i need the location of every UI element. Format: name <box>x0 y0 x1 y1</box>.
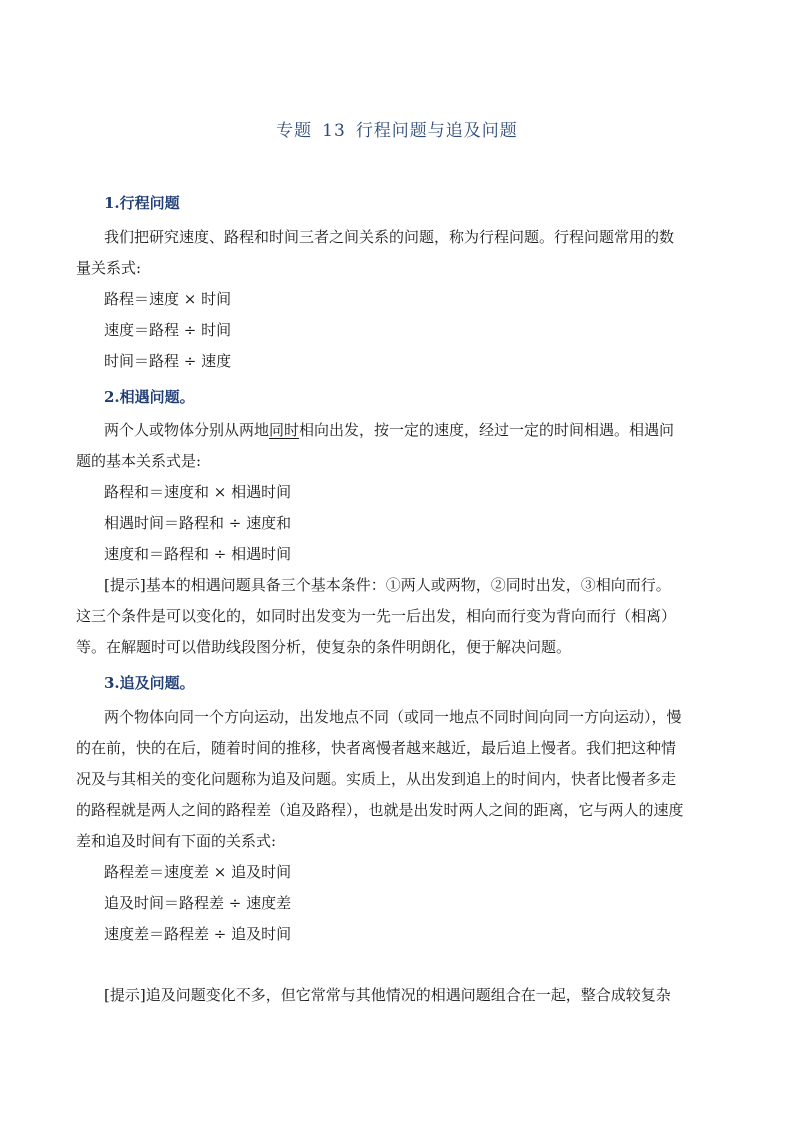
page-title <box>0 116 794 141</box>
paragraph-line: 量关系式: <box>76 259 142 277</box>
title-number: 13 <box>322 121 346 141</box>
formula-line: 速度和＝路程和 ÷ 相遇时间 <box>104 545 292 563</box>
paragraph-line: 的在前，快的在后，随着时间的推移，快者离慢者越来越近，最后追上慢者。我们把这种情 <box>76 739 677 757</box>
formula-line: 路程差＝速度差 × 追及时间 <box>104 863 292 881</box>
paragraph-line: 题的基本关系式是: <box>76 452 202 470</box>
paragraph-line: 我们把研究速度、路程和时间三者之间关系的问题，称为行程问题。行程问题常用的数 <box>104 228 675 246</box>
tip-line: [提示]追及问题变化不多，但它常常与其他情况的相遇问题组合在一起，整合成较复杂 <box>104 986 671 1004</box>
paragraph-text: 两个人或物体分别从两地 <box>104 421 270 439</box>
formula-line: 路程和＝速度和 × 相遇时间 <box>104 483 292 501</box>
paragraph-line <box>104 420 674 440</box>
tip-line: 这三个条件是可以变化的，如同时出发变为一先一后出发，相向而行变为背向而行（相离） <box>76 607 677 625</box>
formula-line: 速度差＝路程差 ÷ 追及时间 <box>104 925 292 943</box>
paragraph-line: 况及与其相关的变化问题称为追及问题。实质上，从出发到追上的时间内，快者比慢者多走 <box>76 770 677 788</box>
paragraph-line: 差和追及时间有下面的关系式: <box>76 832 277 850</box>
paragraph-line: 的路程就是两人之间的路程差（追及路程），也就是出发时两人之间的距离，它与两人的速度 <box>76 801 684 819</box>
underlined-text: 同时 <box>269 421 300 439</box>
formula-line: 追及时间＝路程差 ÷ 速度差 <box>104 894 292 912</box>
title-prefix: 专题 <box>276 121 313 141</box>
tip-line: 等。在解题时可以借助线段图分析，使复杂的条件明朗化，便于解决问题。 <box>76 638 572 656</box>
formula-line: 路程＝速度 × 时间 <box>104 290 232 308</box>
paragraph-text: 相向出发，按一定的速度，经过一定的时间相遇。相遇问 <box>299 421 675 439</box>
formula-line: 时间＝路程 ÷ 速度 <box>104 352 232 370</box>
formula-line: 相遇时间＝路程和 ÷ 速度和 <box>104 514 292 532</box>
section-heading-chase: 3.追及问题。 <box>104 674 195 692</box>
section-heading-travel: 1.行程问题 <box>104 194 180 212</box>
paragraph-line: 两个物体向同一个方向运动，出发地点不同（或同一地点不同时间向同一方向运动），慢 <box>104 708 682 726</box>
tip-line: [提示]基本的相遇问题具备三个基本条件：①两人或两物，②同时出发，③相向而行。 <box>104 576 671 594</box>
title-text: 行程问题与追及问题 <box>355 121 518 141</box>
section-heading-meeting: 2.相遇问题。 <box>104 388 195 406</box>
formula-line: 速度＝路程 ÷ 时间 <box>104 321 232 339</box>
